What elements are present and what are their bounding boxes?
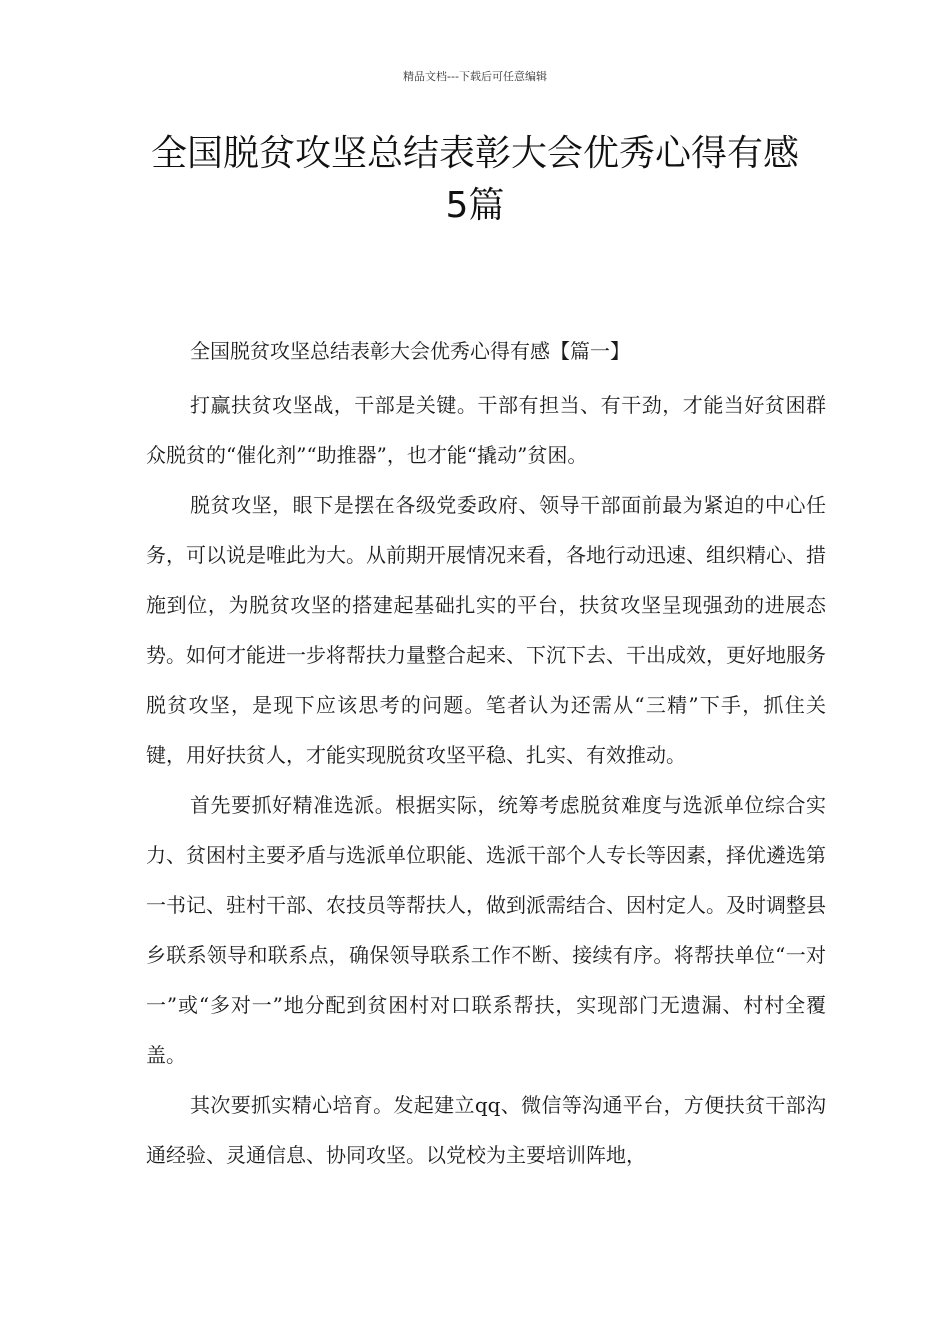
paragraph: 首先要抓好精准选派。根据实际，统筹考虑脱贫难度与选派单位综合实力、贫困村主要矛盾与选派单位职能、选派干部个人专长等因素，择优遴选第一书记、驻村干部、农技员等帮扶人，做到派需结合、因村定人。及时调整县乡联系领导和联系点，确保领导联系工作不断、接续有序。将帮扶单位“一对一”或“多对一”地分配到贫困村对口联系帮扶，实现部门无遗漏、村村全覆盖。: [146, 793, 826, 1067]
header-note: 精品文档---下载后可任意编辑: [403, 70, 547, 83]
body-text: [146, 380, 826, 1180]
document-title: 全国脱贫攻坚总结表彰大会优秀心得有感5篇: [150, 133, 799, 226]
paragraph: 打赢扶贫攻坚战，干部是关键。干部有担当、有干劲，才能当好贫困群众脱贫的“催化剂”“助推器”，也才能“撬动”贫困。: [146, 393, 826, 467]
paragraph: 脱贫攻坚，眼下是摆在各级党委政府、领导干部面前最为紧迫的中心任务，可以说是唯此为大。从前期开展情况来看，各地行动迅速、组织精心、措施到位，为脱贫攻坚的搭建起基础扎实的平台，扶贫攻坚呈现强劲的进展态势。如何才能进一步将帮扶力量整合起来、下沉下去、干出成效，更好地服务脱贫攻坚，是现下应该思考的问题。笔者认为还需从“三精”下手，抓住关键，用好扶贫人，才能实现脱贫攻坚平稳、扎实、有效推动。: [146, 493, 826, 767]
paragraph: 其次要抓实精心培育。发起建立qq、微信等沟通平台，方便扶贫干部沟通经验、灵通信息、协同攻坚。以党校为主要培训阵地，: [146, 1093, 826, 1167]
section-heading: 全国脱贫攻坚总结表彰大会优秀心得有感【篇一】: [190, 339, 630, 363]
